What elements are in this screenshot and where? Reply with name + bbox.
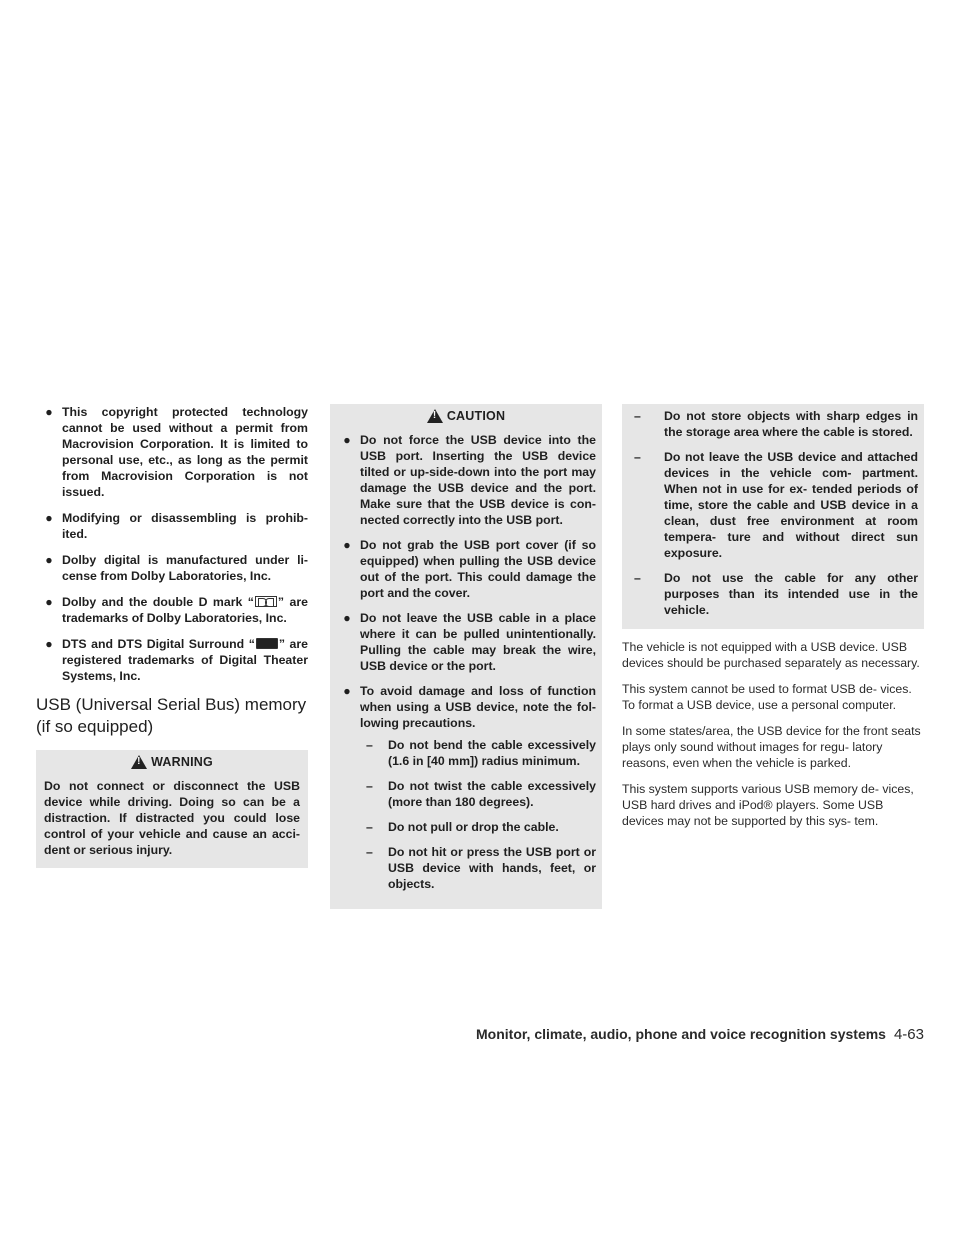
page-footer (476, 1026, 924, 1043)
page-number: 4-63 (893, 1026, 924, 1043)
warning-box (36, 750, 308, 868)
copyright-bullets (36, 404, 308, 684)
warning-header: ! WARNING (36, 750, 308, 774)
warning-icon (131, 755, 147, 769)
precautions-list-continued (628, 408, 918, 618)
caution-continued-box (622, 404, 924, 629)
list-item: – Do not twist the cable excessively (more than 180 degrees). (366, 779, 596, 809)
paragraph: In some states/area, the USB device for the front seats plays only sound without images for regu- latory reasons, even when the vehicle is parked. (622, 724, 921, 770)
list-item: – Do not store objects with sharp edges in the storage area where the cable is stored. (634, 409, 918, 439)
dts-logo-icon (256, 638, 278, 649)
warning-text: Do not connect or disconnect the USB device while driving. Doing so can be a distraction. If distracted you could lose control of your vehicle and cause an acci- dent or serious injury. (44, 779, 300, 857)
list-item: ● DTS and DTS Digital Surround “ ” are registered trademarks of Digital Theater Systems, Inc. (45, 637, 309, 683)
paragraph: This system supports various USB memory de- vices, USB hard drives and iPod® players. Some USB devices may not be supported by this sys- tem. (622, 782, 914, 828)
dolby-double-d-logo-icon (255, 596, 277, 607)
list-item: – Do not bend the cable excessively (1.6 in [40 mm]) radius minimum. (366, 738, 596, 768)
list-item: ● Dolby digital is manufactured under li- cense from Dolby Laboratories, Inc. (45, 553, 308, 583)
caution-icon (427, 409, 443, 423)
chapter-title: Monitor, climate, audio, phone and voice recognition systems (476, 1026, 886, 1042)
list-item: ● Modifying or disassembling is prohib- ited. (45, 511, 308, 541)
list-item: ● Do not force the USB device into the USB port. Inserting the USB device tilted or up-side-down into the port may damage the USB device and the port. Make sure that the USB device is con- nected correctly into the USB port. (343, 433, 596, 527)
list-item: ● Do not leave the USB cable in a place where it can be pulled unintentionally. Pulling the cable may break the wire, USB device or the port. (343, 611, 596, 673)
list-item: – Do not hit or press the USB port or USB device with hands, feet, or objects. (366, 845, 596, 891)
list-item: – Do not pull or drop the cable. (366, 820, 559, 834)
list-item: – Do not leave the USB device and attached devices in the vehicle com- partment. When not in use for ex- tended periods of time, store the cable and USB device in a clean, dust free environment at room tempera- ture and without direct sun exposure. (634, 450, 918, 560)
list-item: ● Dolby and the double D mark “ ” are trademarks of Dolby Laboratories, Inc. (45, 595, 308, 625)
paragraph: The vehicle is not equipped with a USB device. USB devices should be purchased separately as necessary. (622, 640, 920, 670)
caution-bullets (330, 428, 602, 892)
right-column (622, 404, 924, 829)
list-item: ● This copyright protected technology cannot be used without a permit from Macrovision Corporation. It is limited to personal use, etc., as long as the permit from Macrovision Corporation is not issued. (45, 405, 308, 499)
list-item: ● Do not grab the USB port cover (if so equipped) when pulling the USB device out of the port. This could damage the port and the cover. (343, 538, 596, 600)
middle-column (330, 404, 602, 909)
precautions-list (360, 737, 596, 892)
left-column (36, 404, 308, 868)
caution-header: ! CAUTION (330, 404, 602, 428)
list-item: – Do not use the cable for any other purposes than its intended use in the vehicle. (634, 571, 918, 617)
section-title: USB (Universal Serial Bus) memory (if so equipped) (36, 695, 307, 736)
paragraph: This system cannot be used to format USB de- vices. To format a USB device, use a personal computer. (622, 682, 912, 712)
caution-box (330, 404, 602, 909)
list-item: ● To avoid damage and loss of function when using a USB device, note the fol- lowing precautions. – Do not bend the cable excessively (1.6 in [40 mm]) radius minimum. – Do not twist the cable excessively (more than 180 degrees). – Do not pull or drop the cable. – Do not hit or press the USB port or USB device with hands, feet, or objects. (343, 684, 596, 891)
